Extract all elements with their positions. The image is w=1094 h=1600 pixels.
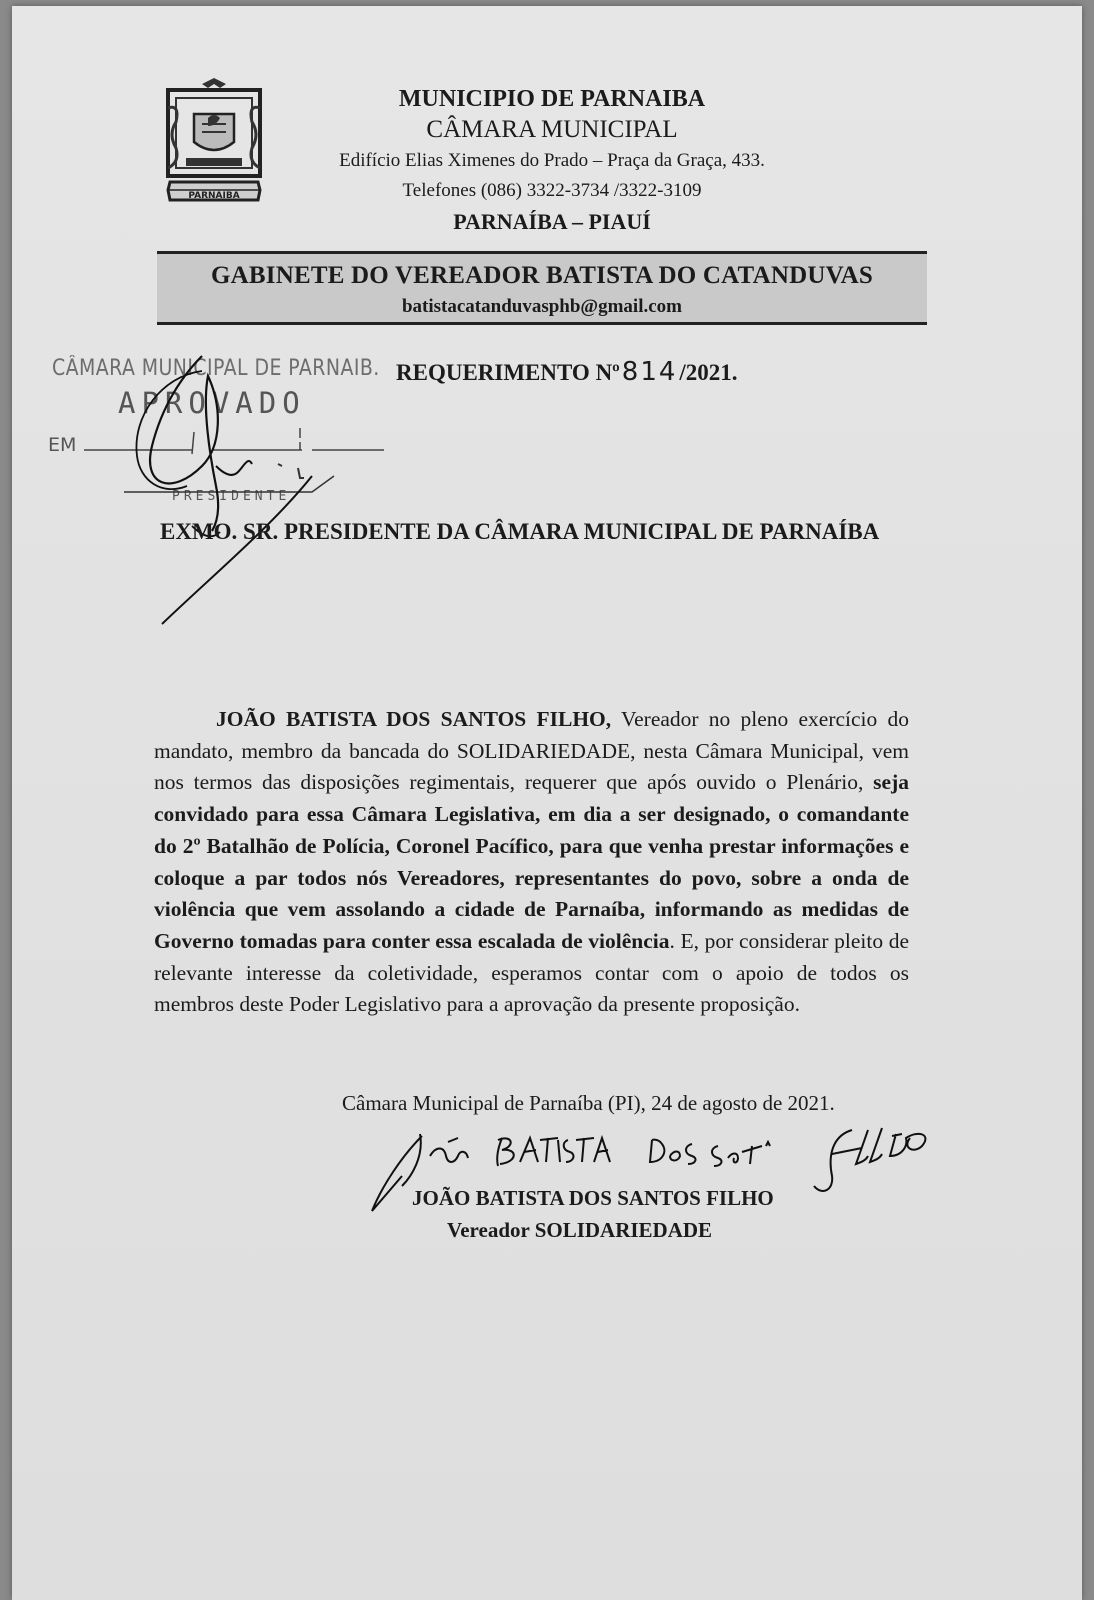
signatory-role: Vereador SOLIDARIEDADE <box>447 1218 713 1242</box>
coat-of-arms-icon <box>164 78 264 210</box>
body-closing: . E, por considerar pleito de relevante interesse da coletividade, esperamos contar com o apoio de todos os membros deste Poder Legislativo para a aprovação da presente proposição. <box>154 928 909 1017</box>
requerimento-handwritten-number: 814 <box>621 357 678 387</box>
requerimento-number <box>396 357 738 387</box>
letterhead-city: PARNAÍBA – PIAUÍ <box>453 209 651 234</box>
gabinete-band <box>157 251 927 325</box>
stamp-date-label: EM <box>48 434 77 456</box>
document-page <box>12 6 1082 1600</box>
svg-text:PARNAIBA: PARNAIBA <box>188 191 240 201</box>
gabinete-title: GABINETE DO VEREADOR BATISTA DO CATANDUVAS <box>210 262 873 289</box>
addressee: EXMO. SR. PRESIDENTE DA CÂMARA MUNICIPAL DE PARNAÍBA <box>160 519 880 544</box>
dateline: Câmara Municipal de Parnaíba (PI), 24 de agosto de 2021. <box>342 1091 835 1115</box>
gabinete-email: batistacatanduvasphb@gmail.com <box>401 296 683 317</box>
requerimento-year: /2021. <box>679 360 738 385</box>
body-intro: Vereador no pleno exercício do mandato, membro da bancada do SOLIDARIEDADE, nesta Câmara Municipal, vem nos termos das disposições regimentais, requerer que após ouvido o Plenário, <box>154 707 909 795</box>
body-request: seja convidado para essa Câmara Legislativa, em dia a ser designado, o comandante do 2º Batalhão de Polícia, Coronel Pacífico, para que venha prestar informações e coloque a par todos nós Vereadores, representantes do povo, sobre a onda de violência que vem assolando a cidade de Parnaíba, informando as medidas de Governo tomadas para conter essa escalada de violência <box>154 770 909 953</box>
stamp-president-label: PRESIDENTE <box>172 489 291 504</box>
body-author-name: JOÃO BATISTA DOS SANTOS FILHO, <box>216 707 612 731</box>
stamp-chamber-name: CÂMARA MUNICIPAL DE PARNAIB. <box>52 356 380 381</box>
stamp-approved: APROVADO <box>118 386 306 420</box>
letterhead-municipality: MUNICIPIO DE PARNAIBA <box>398 86 706 112</box>
requerimento-label: REQUERIMENTO Nº <box>396 360 620 385</box>
letterhead-chamber: CÂMARA MUNICIPAL <box>426 116 678 143</box>
letterhead-address: Edifício Elias Ximenes do Prado – Praça da Graça, 433. <box>339 150 765 171</box>
body-paragraph <box>154 704 909 1021</box>
stamp-signature-marks <box>12 346 432 646</box>
letterhead-phones: Telefones (086) 3322-3734 /3322-3109 <box>402 180 702 201</box>
signatory-name: JOÃO BATISTA DOS SANTOS FILHO <box>412 1186 774 1210</box>
